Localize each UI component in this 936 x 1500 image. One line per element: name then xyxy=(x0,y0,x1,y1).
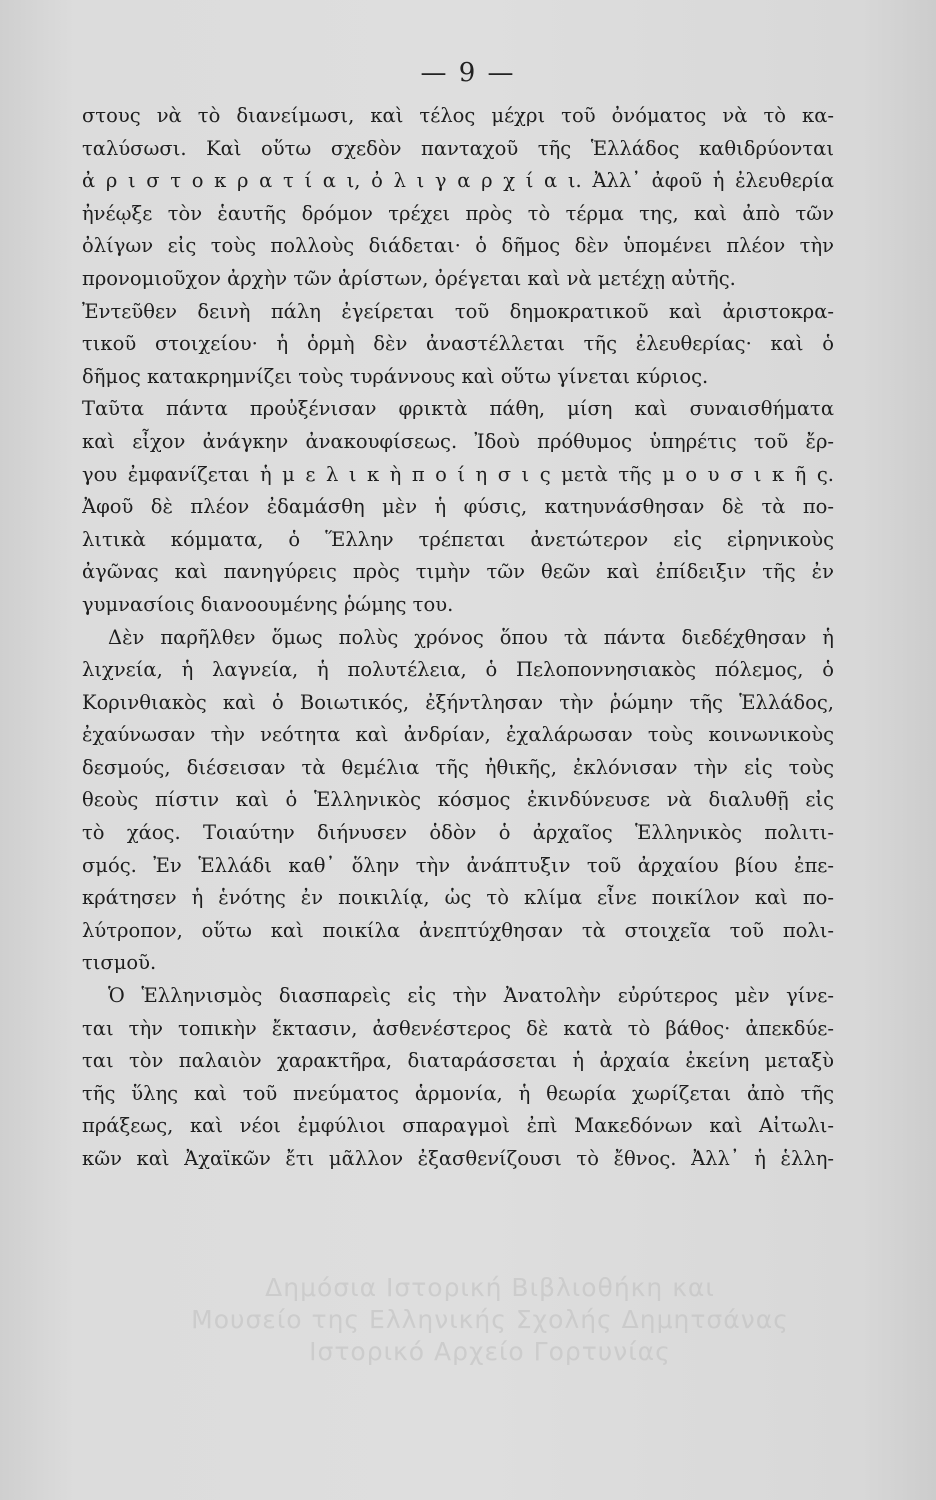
text-line: ἐχαύνωσαν τὴν νεότητα καὶ ἀνδρίαν, ἐχαλάρωσαν τοὺς κοινωνικοὺς xyxy=(82,723,834,747)
text-line: γου ἐμφανίζεται ἡ μ ε λ ι κ ὴ π ο ί η σ ι ς μετὰ τῆς μ ο υ σ ι κ ῆ ς. xyxy=(82,462,834,486)
text-line: τικοῦ στοιχείου· ἡ ὁρμὴ δὲν ἀναστέλλεται τῆς ἐλευθερίας· καὶ ὁ xyxy=(82,332,834,356)
text-line: θεοὺς πίστιν καὶ ὁ Ἑλληνικὸς κόσμος ἐκινδύνευσε νὰ διαλυθῇ εἰς xyxy=(82,788,834,812)
text-line: κῶν καὶ Ἀχαϊκῶν ἔτι μᾶλλον ἐξασθενίζουσι τὸ ἔθνος. Ἀλλ᾽ ἡ ἑλλη- xyxy=(82,1147,834,1170)
text-line: Δὲν παρῆλθεν ὅμως πολὺς χρόνος ὅπου τὰ πάντα διεδέχθησαν ἡ xyxy=(108,625,834,649)
text-line: δεσμούς, διέσεισαν τὰ θεμέλια τῆς ἠθικῆς, ἐκλόνισαν τὴν εἰς τοὺς xyxy=(82,755,834,779)
text-line: πράξεως, καὶ νέοι ἐμφύλιοι σπαραγμοὶ ἐπὶ Μακεδόνων καὶ Αἰτωλι- xyxy=(82,1114,834,1138)
text-line: λιχνεία, ἡ λαγνεία, ἡ πολυτέλεια, ὁ Πελοποννησιακὸς πόλεμος, ὁ xyxy=(82,658,834,682)
text-line: Ταῦτα πάντα προὐξένισαν φρικτὰ πάθη, μίση καὶ συναισθήματα xyxy=(82,397,834,421)
text-line: ἠνέῳξε τὸν ἑαυτῆς δρόμον τρέχει πρὸς τὸ τέρμα της, καὶ ἀπὸ τῶν xyxy=(82,201,834,225)
text-line: ἀ ρ ι σ τ ο κ ρ α τ ί α ι, ὀ λ ι γ α ρ χ ί α ι. Ἀλλ᾽ ἀφοῦ ἡ ἐλευθερία xyxy=(82,169,834,193)
text-line: ται τὴν τοπικὴν ἔκτασιν, ἀσθενέστερος δὲ κατὰ τὸ βάθος· ἀπεκδύε- xyxy=(82,1016,834,1040)
text-line: δῆμος κατακρημνίζει τοὺς τυράννους καὶ οὕτω γίνεται κύριος. xyxy=(82,364,709,388)
text-line: γυμνασίοις διανοουμένης ῥώμης του. xyxy=(82,592,454,616)
text-line: Ἐντεῦθεν δεινὴ πάλη ἐγείρεται τοῦ δημοκρατικοῦ καὶ ἀριστοκρα- xyxy=(82,299,834,323)
watermark-line: Ιστορικό Αρχείο Γορτυνίας xyxy=(309,1337,671,1366)
text-line: λιτικὰ κόμματα, ὁ Ἕλλην τρέπεται ἀνετώτερον εἰς εἰρηνικοὺς xyxy=(82,527,834,551)
text-line: Κορινθιακὸς καὶ ὁ Βοιωτικός, ἐξήντλησαν τὴν ῥώμην τῆς Ἑλλάδος, xyxy=(82,690,834,714)
text-line: τὸ χάος. Τοιαύτην διήνυσεν ὁδὸν ὁ ἀρχαῖος Ἑλληνικὸς πολιτι- xyxy=(82,821,834,845)
watermark-line: Μουσείο της Ελληνικής Σχολής Δημητσάνας xyxy=(191,1305,789,1334)
text-line: στους νὰ τὸ διανείμωσι, καὶ τέλος μέχρι τοῦ ὀνόματος νὰ τὸ κα- xyxy=(82,104,834,127)
watermark-line: Δημόσια Ιστορική Βιβλιοθήκη και xyxy=(265,1273,715,1302)
text-line: Ἀφοῦ δὲ πλέον ἐδαμάσθη μὲν ἡ φύσις, κατηυνάσθησαν δὲ τὰ πο- xyxy=(82,495,834,519)
text-line: τῆς ὕλης καὶ τοῦ πνεύματος ἁρμονία, ἡ θεωρία χωρίζεται ἀπὸ τῆς xyxy=(82,1081,834,1105)
page-number: — 9 — xyxy=(420,58,516,88)
text-line: ὀλίγων εἰς τοὺς πολλοὺς διάδεται· ὁ δῆμος δὲν ὑπομένει πλέον τὴν xyxy=(82,234,834,258)
text-line: Ὁ Ἑλληνισμὸς διασπαρεὶς εἰς τὴν Ἀνατολὴν εὐρύτερος μὲν γίνε- xyxy=(108,984,834,1008)
text-line: κράτησεν ἡ ἑνότης ἐν ποικιλίᾳ, ὡς τὸ κλίμα εἶνε ποικίλον καὶ πο- xyxy=(82,886,834,910)
text-line: ἀγῶνας καὶ πανηγύρεις πρὸς τιμὴν τῶν θεῶν καὶ ἐπίδειξιν τῆς ἐν xyxy=(82,560,834,584)
text-line: ται τὸν παλαιὸν χαρακτῆρα, διαταράσσεται ἡ ἀρχαία ἐκείνη μεταξὺ xyxy=(82,1049,834,1073)
library-watermark xyxy=(180,1272,800,1368)
text-line: ταλύσωσι. Καὶ οὕτω σχεδὸν πανταχοῦ τῆς Ἑλλάδος καθιδρύονται xyxy=(82,136,834,160)
text-line: σμός. Ἐν Ἑλλάδι καθ᾽ ὅλην τὴν ἀνάπτυξιν τοῦ ἀρχαίου βίου ἐπε- xyxy=(82,853,834,877)
body-text xyxy=(82,100,834,1176)
text-line: τισμοῦ. xyxy=(82,951,157,975)
text-line: λύτροπον, οὕτω καὶ ποικίλα ἀνεπτύχθησαν τὰ στοιχεῖα τοῦ πολι- xyxy=(82,918,834,942)
text-line: καὶ εἶχον ἀνάγκην ἀνακουφίσεως. Ἰδοὺ πρόθυμος ὑπηρέτις τοῦ ἔρ- xyxy=(82,429,834,453)
text-line: προνομιοῦχον ἀρχὴν τῶν ἀρίστων, ὀρέγεται καὶ νὰ μετέχῃ αὐτῆς. xyxy=(82,266,736,290)
